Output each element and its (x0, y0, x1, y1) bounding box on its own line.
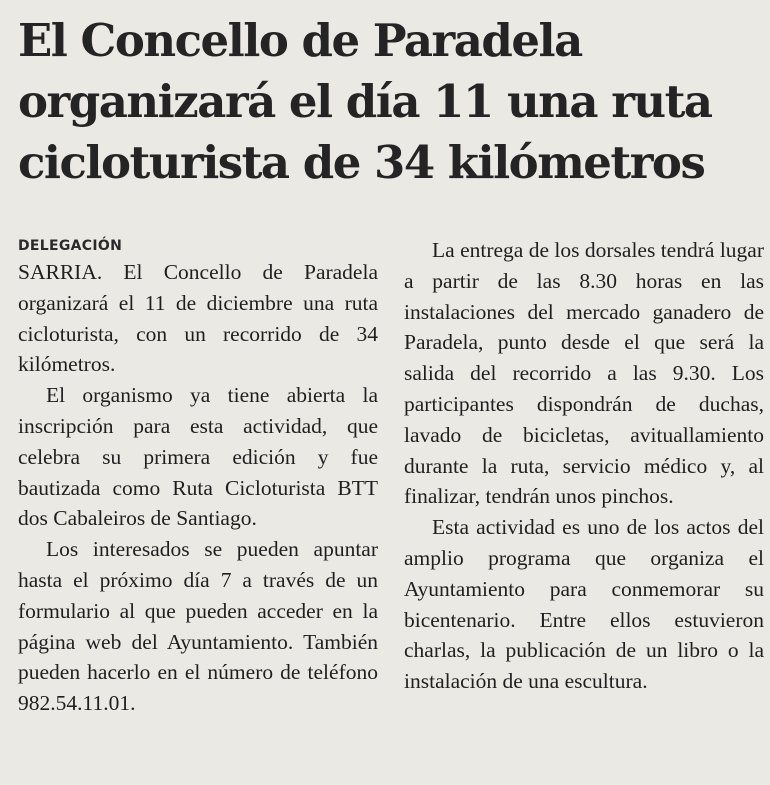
paragraph: Los interesados se pueden apuntar hasta el próximo día 7 a través de un formulario al que pueden acceder en la página web del Ayuntamiento. También pueden hacerlo en el número de teléfono 982.54.11.01. (18, 537, 378, 716)
paragraph: El organismo ya tiene abierta la inscripción para esta actividad, que celebra su primera edición y fue bautizada como Ruta Cicloturista BTT dos Cabaleiros de Santiago. (18, 383, 378, 531)
headline-line: organizará el día 11 una ruta (18, 75, 712, 128)
byline: DELEGACIÓN (18, 238, 123, 254)
headline-line: El Concello de Paradela (18, 14, 582, 67)
headline (18, 10, 762, 193)
column-right (404, 235, 764, 719)
article-body (18, 235, 766, 719)
column-left (18, 235, 378, 719)
paragraph: Esta actividad es uno de los actos del amplio programa que organiza el Ayuntamiento para conmemorar su bicentenario. Entre ellos estuvieron charlas, la publicación de un libro o la instalación de una escultura. (404, 515, 764, 694)
paragraph: La entrega de los dorsales tendrá lugar a partir de las 8.30 horas en las instalaciones del mercado ganadero de Paradela, punto desde el que será la salida del recorrido a las 9.30. Los participantes dispondrán de duchas, lavado de bicicletas, avituallamiento durante la ruta, servicio médico y, al finalizar, tendrán unos pinchos. (404, 238, 764, 509)
paragraph: SARRIA. El Concello de Paradela organizará el 11 de diciembre una ruta cicloturista, con un recorrido de 34 kilómetros. (18, 260, 378, 377)
headline-line: cicloturista de 34 kilómetros (18, 136, 705, 189)
